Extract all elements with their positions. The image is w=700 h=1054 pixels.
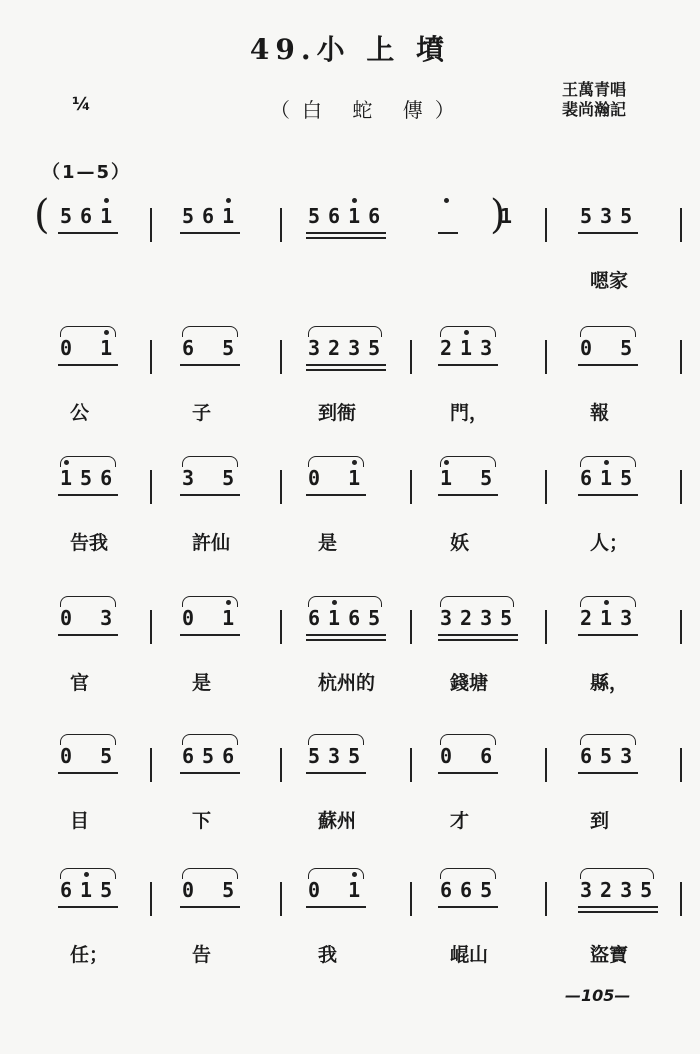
bar-line — [410, 470, 412, 504]
slur-arc — [580, 326, 636, 337]
bar-line — [150, 208, 152, 242]
measure-notes: 0 3 — [60, 606, 121, 630]
bar-line — [545, 610, 547, 644]
bar-line — [680, 470, 682, 504]
beam-underline — [578, 772, 638, 774]
lyric-text: 妖 — [450, 532, 470, 554]
time-signature: ¼ — [72, 94, 91, 115]
repeat-close-paren: ) — [490, 192, 506, 238]
notation-row — [0, 600, 700, 720]
measure-notes: 0 1 — [308, 878, 369, 902]
singer-credit: 王萬青唱 — [562, 80, 627, 99]
measure-notes: 535 — [580, 204, 641, 228]
beam-underline-double — [306, 639, 386, 641]
measure-notes: 6165 — [308, 606, 389, 630]
lyric-text: 蘇州 — [318, 810, 357, 832]
measure-notes: 615 — [60, 878, 121, 902]
measure-notes: 156 — [60, 466, 121, 490]
measure-notes: 656 — [182, 744, 243, 768]
measure-notes: 3235 — [440, 606, 521, 630]
bar-line — [150, 882, 152, 916]
lyric-text: 盜寶 — [590, 944, 629, 966]
bar-line — [410, 882, 412, 916]
slur-arc — [580, 734, 636, 745]
bar-line — [545, 748, 547, 782]
beam-underline — [438, 906, 498, 908]
slur-arc — [308, 868, 364, 879]
song-title: 49.小 上 墳 — [249, 33, 451, 66]
slur-arc — [440, 868, 496, 879]
lyric-text: 縣， — [590, 672, 629, 694]
lyric-text: 報 — [590, 402, 610, 424]
measure-notes: 6 5 — [182, 336, 243, 360]
bar-line — [680, 610, 682, 644]
beam-underline-double — [578, 911, 658, 913]
beam-underline — [438, 232, 458, 234]
measure-notes: 561 — [60, 204, 121, 228]
beam-underline — [180, 364, 240, 366]
transcriber-credit: 裴尚瀚記 — [562, 100, 627, 119]
repeat-open-paren: ( — [34, 192, 50, 238]
measure-notes: 0 6 — [440, 744, 501, 768]
octave-dot — [444, 198, 449, 203]
lyric-text: 告 — [192, 944, 212, 966]
measure-notes: 1 5 — [440, 466, 501, 490]
bar-line — [545, 208, 547, 242]
beam-underline — [438, 494, 498, 496]
slur-arc — [60, 326, 116, 337]
slur-arc — [308, 596, 382, 607]
lyric-text: 下 — [192, 810, 212, 832]
lyric-text: 是 — [318, 532, 338, 554]
page-number: —105— — [565, 986, 631, 1005]
measure-notes: 3235 — [308, 336, 389, 360]
bar-line — [545, 882, 547, 916]
bar-line — [150, 748, 152, 782]
lyric-text: 到衙 — [318, 402, 357, 424]
beam-underline — [578, 232, 638, 234]
slur-arc — [440, 596, 514, 607]
beam-underline — [578, 906, 658, 908]
bar-line — [545, 470, 547, 504]
measure-notes: 615 — [580, 466, 641, 490]
beam-underline — [578, 634, 638, 636]
octave-dot — [226, 198, 231, 203]
measure-notes: 213 — [580, 606, 641, 630]
beam-underline — [58, 494, 118, 496]
lyric-text: 目 — [70, 810, 90, 832]
measure-notes: 0 5 — [580, 336, 641, 360]
measure-notes: 0 1 — [308, 466, 369, 490]
beam-underline — [438, 364, 498, 366]
slur-arc — [60, 868, 116, 879]
slur-arc — [308, 456, 364, 467]
bar-line — [150, 610, 152, 644]
measure-notes: 5616 — [308, 204, 389, 228]
beam-underline — [306, 494, 366, 496]
measure-notes: 213 — [440, 336, 501, 360]
bar-line — [280, 340, 282, 374]
bar-line — [680, 748, 682, 782]
slur-arc — [308, 734, 364, 745]
beam-underline — [58, 634, 118, 636]
bar-line — [410, 340, 412, 374]
beam-underline-double — [306, 237, 386, 239]
slur-arc — [580, 596, 636, 607]
notation-row — [0, 738, 700, 858]
octave-dot — [352, 198, 357, 203]
slur-arc — [60, 596, 116, 607]
lyric-text: 子 — [192, 402, 212, 424]
beam-underline — [306, 634, 386, 636]
slur-arc — [308, 326, 382, 337]
measure-notes: 535 — [308, 744, 369, 768]
bar-line — [410, 748, 412, 782]
slur-arc — [182, 596, 238, 607]
measure-notes: 653 — [580, 744, 641, 768]
beam-underline — [58, 906, 118, 908]
lyric-text: 公 — [70, 402, 90, 424]
bar-line — [680, 208, 682, 242]
measure-notes: 665 — [440, 878, 501, 902]
bar-line — [680, 882, 682, 916]
measure-notes: 0 5 — [182, 878, 243, 902]
slur-arc — [440, 734, 496, 745]
beam-underline — [180, 906, 240, 908]
lyric-text: 官 — [70, 672, 90, 694]
measure-notes: 3 5 — [182, 466, 243, 490]
lyric-text: 人； — [590, 532, 629, 554]
credits — [562, 80, 626, 120]
beam-underline-double — [306, 369, 386, 371]
notation-row — [0, 330, 700, 450]
beam-underline — [58, 364, 118, 366]
beam-underline — [438, 634, 518, 636]
opera-subtitle: （白 蛇 傳） — [270, 98, 467, 122]
bar-line — [410, 610, 412, 644]
lyric-text: 門， — [450, 402, 489, 424]
lyric-text: 許仙 — [192, 532, 231, 554]
lyric-text: 告我 — [70, 532, 109, 554]
lyric-text: 錢塘 — [450, 672, 489, 694]
slur-arc — [182, 456, 238, 467]
measure-notes: 1 — [500, 204, 521, 228]
slur-arc — [60, 734, 116, 745]
notation-row — [0, 192, 700, 318]
beam-underline — [306, 364, 386, 366]
beam-underline — [306, 906, 366, 908]
measure-notes: 561 — [182, 204, 243, 228]
bar-line — [280, 882, 282, 916]
measure-notes: 3235 — [580, 878, 661, 902]
bar-line — [150, 470, 152, 504]
slur-arc — [580, 456, 636, 467]
lyric-text: 是 — [192, 672, 212, 694]
lyric-text: 才 — [450, 810, 470, 832]
slur-arc — [60, 456, 116, 467]
lyric-text: 到 — [590, 810, 610, 832]
notation-row — [0, 460, 700, 580]
bar-line — [280, 610, 282, 644]
bar-line — [280, 208, 282, 242]
beam-underline — [180, 232, 240, 234]
measure-notes: 0 5 — [60, 744, 121, 768]
beam-underline — [306, 232, 386, 234]
slur-arc — [182, 326, 238, 337]
lyric-text: 任； — [70, 944, 109, 966]
beam-underline — [58, 232, 118, 234]
slur-arc — [440, 326, 496, 337]
lyric-text: 嗯家 — [590, 270, 629, 292]
slur-arc — [440, 456, 496, 467]
intro-indication: （1—5） — [42, 162, 132, 183]
beam-underline — [578, 494, 638, 496]
notation-row — [0, 872, 700, 992]
beam-underline — [306, 772, 366, 774]
bar-line — [150, 340, 152, 374]
beam-underline — [180, 634, 240, 636]
bar-line — [680, 340, 682, 374]
lyric-text: 我 — [318, 944, 338, 966]
slur-arc — [182, 734, 238, 745]
measure-notes: 0 1 — [182, 606, 243, 630]
beam-underline — [180, 494, 240, 496]
measure-notes: 0 1 — [60, 336, 121, 360]
bar-line — [280, 470, 282, 504]
bar-line — [545, 340, 547, 374]
lyric-text: 杭州的 — [318, 672, 376, 694]
bar-line — [280, 748, 282, 782]
beam-underline — [180, 772, 240, 774]
beam-underline-double — [438, 639, 518, 641]
slur-arc — [182, 868, 238, 879]
lyric-text: 崐山 — [450, 944, 489, 966]
beam-underline — [58, 772, 118, 774]
beam-underline — [578, 364, 638, 366]
octave-dot — [104, 198, 109, 203]
beam-underline — [438, 772, 498, 774]
slur-arc — [580, 868, 654, 879]
